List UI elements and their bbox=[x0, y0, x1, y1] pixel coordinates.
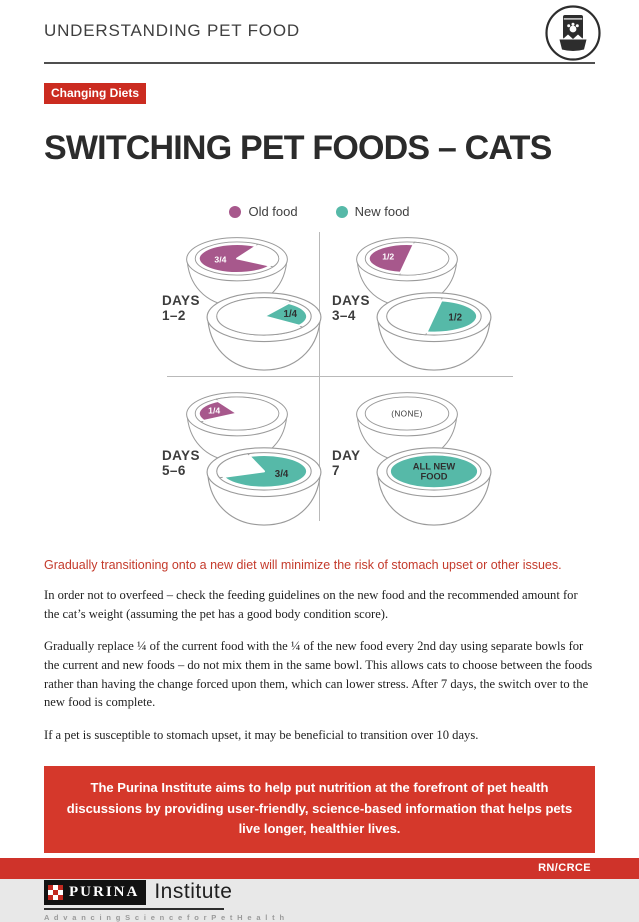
purina-wordmark: PURINA bbox=[44, 880, 146, 905]
mission-callout: The Purina Institute aims to help put nutrition at the forefront of pet health discussions by providing user-friendly, science-based information that helps pets live longer, healthier lives. bbox=[44, 766, 595, 853]
purina-checkerboard-icon bbox=[48, 885, 63, 900]
svg-text:FOOD: FOOD bbox=[420, 471, 448, 482]
paragraph: Gradually replace ¼ of the current food with the ¼ of the new food every 2nd day using separate bowls for the current and new foods – do not mix them in the same bowl. This allows cats to choose between the foods rather than having the change forced upon them, which can lower stress. After 7 days, the switch over to the new food is complete. bbox=[44, 639, 593, 710]
legend-label: New food bbox=[354, 204, 410, 219]
legend bbox=[0, 204, 639, 219]
quadrant-days-3-4 bbox=[320, 227, 490, 377]
svg-text:1/2: 1/2 bbox=[382, 251, 395, 262]
bowl-new-food bbox=[203, 283, 325, 374]
paragraph: If a pet is susceptible to stomach upset, it may be beneficial to transition over 10 days. bbox=[44, 727, 479, 742]
pet-food-bag-and-bowl-icon bbox=[544, 4, 602, 62]
bowl-all-new-food bbox=[373, 438, 495, 529]
logo-rule bbox=[44, 908, 224, 910]
body-copy bbox=[44, 586, 595, 744]
institute-wordmark: Institute bbox=[154, 880, 233, 904]
legend-label: Old food bbox=[248, 204, 298, 219]
legend-item-old-food bbox=[229, 204, 297, 219]
quadrant-days-1-2 bbox=[150, 227, 320, 377]
svg-text:3/4: 3/4 bbox=[214, 254, 227, 265]
bowl-new-food bbox=[203, 438, 325, 529]
svg-text:1/2: 1/2 bbox=[448, 312, 463, 324]
footer-code: RN/CRCE bbox=[538, 862, 591, 874]
badge-row bbox=[44, 83, 595, 104]
new-food-dot-icon bbox=[336, 206, 348, 218]
svg-text:1/4: 1/4 bbox=[283, 309, 298, 321]
old-food-dot-icon bbox=[229, 206, 241, 218]
paragraph: In order not to overfeed – check the feeding guidelines on the new food and the recommended amount for the cat’s weight (assuming the pet has a good body condition score). bbox=[44, 588, 578, 621]
bowl-new-food bbox=[373, 283, 495, 374]
footer-bar bbox=[0, 858, 639, 879]
header bbox=[44, 0, 595, 64]
svg-text:1/4: 1/4 bbox=[208, 405, 221, 416]
header-title: UNDERSTANDING PET FOOD bbox=[44, 21, 300, 40]
svg-text:3/4: 3/4 bbox=[274, 469, 289, 481]
quadrant-label: DAYS 5–6 bbox=[162, 448, 200, 479]
logo-tagline: A d v a n c i n g S c i e n c e f o r P e t H e a l t h bbox=[44, 912, 286, 922]
lead-sentence: Gradually transitioning onto a new diet will minimize the risk of stomach upset or other issues. bbox=[44, 558, 562, 572]
quadrant-label: DAY 7 bbox=[332, 448, 361, 479]
quadrant-days-5-6 bbox=[150, 382, 320, 532]
purina-institute-logo bbox=[44, 880, 595, 922]
transition-diagram bbox=[0, 199, 639, 534]
svg-text:ALL NEW: ALL NEW bbox=[412, 461, 456, 472]
svg-text:(NONE): (NONE) bbox=[391, 409, 423, 419]
section-badge: Changing Diets bbox=[44, 83, 146, 104]
quadrant-label: DAYS 1–2 bbox=[162, 293, 200, 324]
quadrant-label: DAYS 3–4 bbox=[332, 293, 370, 324]
page-title: SWITCHING PET FOODS – CATS bbox=[44, 129, 552, 167]
quadrant-day-7 bbox=[320, 382, 490, 532]
legend-item-new-food bbox=[336, 204, 410, 219]
